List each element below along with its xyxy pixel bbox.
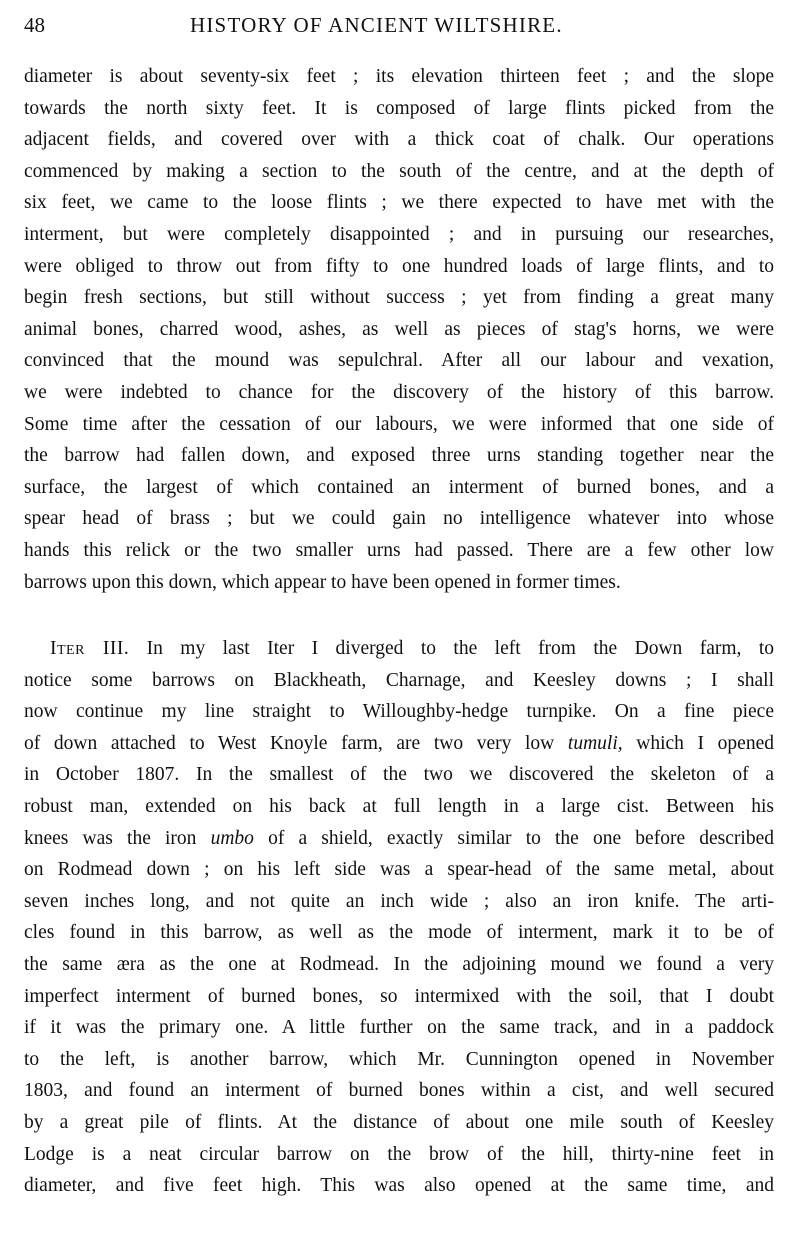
text-fragment: of a shield, exactly similar to the one before described bbox=[253, 827, 774, 849]
text-line: 1803, and found an interment of burned bones within a cist, and well secured bbox=[24, 1080, 774, 1102]
text-line: Some time after the cessation of our labours, we were informed that one side of bbox=[24, 413, 774, 435]
text-line: hands this relick or the two smaller urns had passed. There are a few other low bbox=[24, 539, 774, 561]
text-line: the barrow had fallen down, and exposed three urns standing together near the bbox=[24, 445, 774, 467]
text-line: by a great pile of flints. At the distance of about one mile south of Keesley bbox=[24, 1111, 774, 1133]
text-line: towards the north sixty feet. It is composed of large flints picked from the bbox=[24, 97, 774, 119]
text-line: diameter is about seventy-six feet ; its elevation thirteen feet ; and the slope bbox=[24, 66, 774, 87]
running-head bbox=[24, 8, 774, 42]
text-line: on Rodmead down ; on his left side was a spear-head of the same metal, about bbox=[24, 859, 774, 881]
text-line: were obliged to throw out from fifty to one hundred loads of large flints, and to bbox=[24, 255, 774, 277]
text-fragment: of down attached to West Knoyle farm, are two very low bbox=[24, 732, 568, 754]
text-line: notice some barrows on Blackheath, Charnage, and Keesley downs ; I shall bbox=[24, 669, 774, 691]
text-line: six feet, we came to the loose flints ; we there expected to have met with the bbox=[24, 192, 774, 214]
text-line: surface, the largest of which contained an interment of burned bones, and a bbox=[24, 476, 774, 498]
text-line: if it was the primary one. A little further on the same track, and in a paddock bbox=[24, 1017, 774, 1039]
paragraph-barrow-description bbox=[24, 61, 774, 598]
text-line: spear head of brass ; but we could gain no intelligence whatever into whose bbox=[24, 508, 774, 530]
text-line: to the left, is another barrow, which Mr. Cunnington opened in November bbox=[24, 1048, 774, 1070]
text-fragment: In my last Iter I diverged to the left from the Down farm, to bbox=[146, 638, 774, 659]
text-line: in October 1807. In the smallest of the two we discovered the skeleton of a bbox=[24, 764, 774, 786]
text-line: seven inches long, and not quite an inch wide ; also an iron knife. The arti- bbox=[24, 890, 774, 912]
text-line: robust man, extended on his back at full length in a large cist. Between his bbox=[24, 795, 774, 817]
text-line: adjacent fields, and covered over with a thick coat of chalk. Our operations bbox=[24, 129, 774, 151]
text-line: cles found in this barrow, as well as the mode of interment, mark it to be of bbox=[24, 922, 774, 944]
text-line: barrows upon this down, which appear to have been opened in former times. bbox=[24, 571, 621, 593]
text-line: now continue my line straight to Willoughby-hedge turnpike. On a fine piece bbox=[24, 701, 774, 723]
text-line: animal bones, charred wood, ashes, as well as pieces of stag's horns, we were bbox=[24, 318, 774, 340]
text-line: begin fresh sections, but still without success ; yet from finding a great many bbox=[24, 287, 774, 309]
italic-term: tumuli, bbox=[567, 732, 623, 754]
text-line: interment, but were completely disappointed ; and in pursuing our researches, bbox=[24, 223, 774, 245]
text-fragment: knees was the iron bbox=[24, 827, 211, 849]
text-fragment: which I opened bbox=[622, 732, 774, 754]
page-number: 48 bbox=[24, 13, 45, 37]
text-line: diameter, and five feet high. This was also opened at the same time, and bbox=[24, 1175, 774, 1197]
text-line: convinced that the mound was sepulchral. After all our labour and vexation, bbox=[24, 350, 774, 372]
text-line: commenced by making a section to the south of the centre, and at the depth of bbox=[24, 160, 774, 182]
paragraph-iter-three bbox=[24, 633, 774, 1202]
text-line: imperfect interment of burned bones, so intermixed with the soil, that I doubt bbox=[24, 985, 774, 1007]
text-line: the same æra as the one at Rodmead. In the adjoining mound we found a very bbox=[24, 953, 774, 975]
section-heading: Iter III. bbox=[50, 638, 130, 659]
italic-term: umbo bbox=[210, 827, 254, 849]
text-line bbox=[24, 823, 774, 855]
text-line bbox=[24, 633, 774, 665]
text-line: we were indebted to chance for the discovery of the history of this barrow. bbox=[24, 381, 774, 403]
text-line: Lodge is a neat circular barrow on the brow of the hill, thirty-nine feet in bbox=[24, 1143, 774, 1165]
running-title: HISTORY OF ANCIENT WILTSHIRE. bbox=[190, 13, 563, 37]
text-line bbox=[24, 728, 774, 760]
